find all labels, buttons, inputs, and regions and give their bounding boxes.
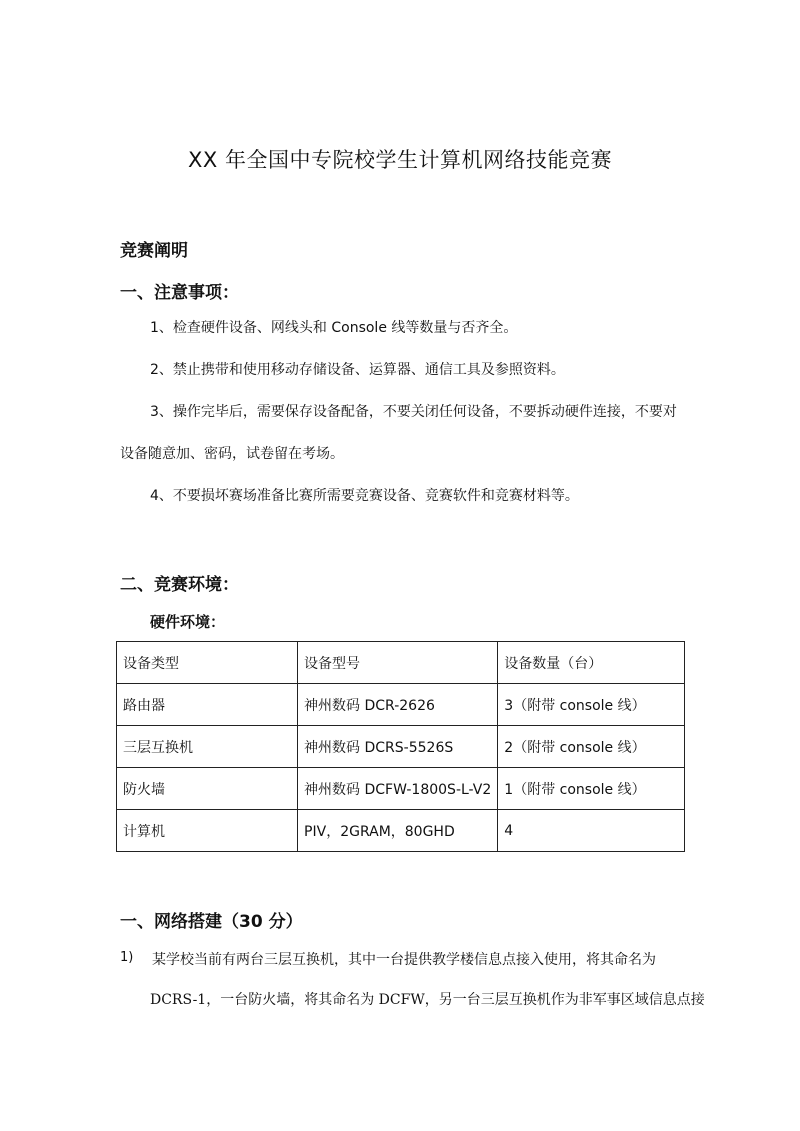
table-row	[117, 810, 685, 852]
table-cell: 三层互换机	[117, 726, 298, 768]
section-heading-notes: 一、注意事项：	[120, 283, 239, 303]
subheading-hardware: 硬件环境：	[150, 613, 226, 631]
table-header-cell: 设备类型	[117, 642, 298, 684]
table-row	[117, 684, 685, 726]
table-cell: 路由器	[117, 684, 298, 726]
task-number: 1)	[120, 950, 134, 965]
table-cell: 神州数码 DCRS-5526S	[298, 726, 498, 768]
table-cell: 1（附带 console 线）	[498, 768, 685, 810]
table-row	[117, 768, 685, 810]
section-heading-environment: 二、竞赛环境：	[120, 575, 239, 595]
table-header-cell: 设备数量（台）	[498, 642, 685, 684]
table-cell: 计算机	[117, 810, 298, 852]
task-text-line-2: DCRS-1，一台防火墙，将其命名为 DCFW，另一台三层互换机作为非军事区域信息点接	[150, 992, 705, 1008]
section-heading-network: 一、网络搭建（30 分）	[120, 912, 303, 932]
table-cell: 神州数码 DCFW-1800S-L-V2	[298, 768, 498, 810]
hardware-table	[116, 641, 685, 852]
note-item-3-continued: 设备随意加、密码，试卷留在考场。	[120, 446, 344, 462]
table-header-cell: 设备型号	[298, 642, 498, 684]
table-cell: 神州数码 DCR-2626	[298, 684, 498, 726]
table-cell: 4	[498, 810, 685, 852]
note-item-1: 1、检查硬件设备、网线头和 Console 线等数量与否齐全。	[150, 320, 518, 336]
table-cell: 2（附带 console 线）	[498, 726, 685, 768]
note-item-4: 4、不要损坏赛场准备比赛所需要竞赛设备、竞赛软件和竞赛材料等。	[150, 488, 579, 504]
section-heading-intro: 竞赛阐明	[120, 241, 188, 261]
task-text-line-1: 某学校当前有两台三层互换机，其中一台提供教学楼信息点接入使用，将其命名为	[152, 952, 656, 968]
note-item-3: 3、操作完毕后，需要保存设备配备，不要关闭任何设备，不要拆动硬件连接，不要对	[150, 404, 677, 420]
table-header-row	[117, 642, 685, 684]
table-cell: 防火墙	[117, 768, 298, 810]
page-title: XX 年全国中专院校学生计算机网络技能竞赛	[188, 148, 612, 172]
table-cell: PIV，2GRAM，80GHD	[298, 810, 498, 852]
table-row	[117, 726, 685, 768]
note-item-2: 2、禁止携带和使用移动存储设备、运算器、通信工具及参照资料。	[150, 362, 565, 378]
table-cell: 3（附带 console 线）	[498, 684, 685, 726]
